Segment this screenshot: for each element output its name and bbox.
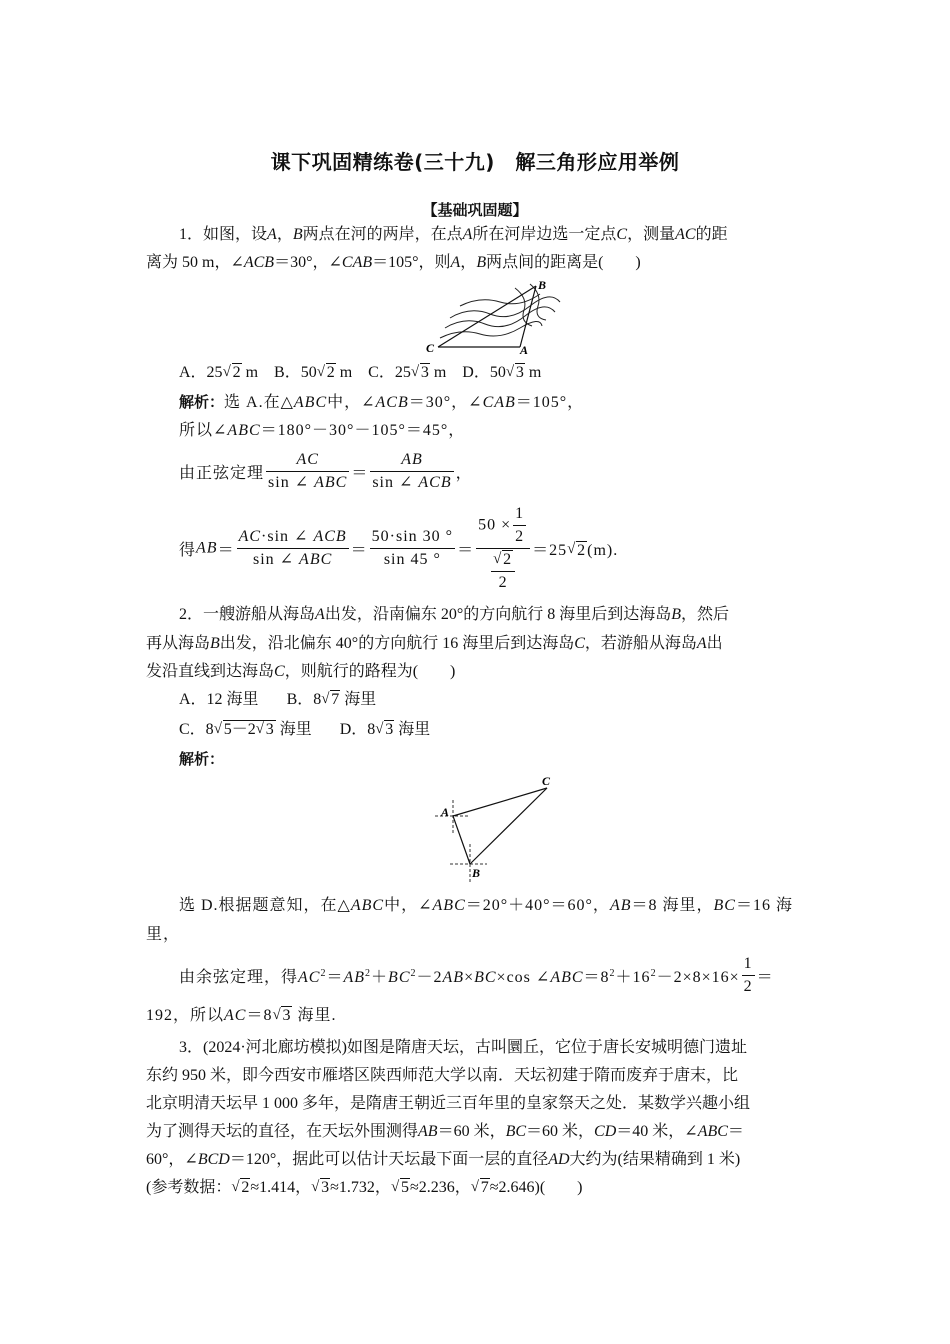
q1-option-c: C．25√ 3 m	[368, 364, 446, 381]
q1-option-d: D．50√ 3 m	[462, 364, 541, 381]
q1-fraction-5: 50 × $\frac{1}{2}$ √ $\frac{2}{2}$	[476, 503, 530, 594]
q2-option-d: D．8√ 3 海里	[340, 721, 431, 738]
q2-fig-label-a: A	[441, 805, 450, 819]
q2-options-cd	[179, 720, 430, 740]
q1-option-b: B．50√ 2 m	[274, 364, 352, 381]
page-title: 课下巩固精练卷(三十九) 解三角形应用举例	[270, 150, 680, 174]
q3-line-6: (参考数据：√ 2≈1.414，√ 3≈1.732，√ 5≈2.236，√ 7≈2.646)( )	[146, 1178, 583, 1198]
q1-result: 得AB＝ $\frac{\text{AC·sin ∠ ACB}}{\text{sin ∠ ABC}}$ ＝ $\frac{50\cdot\sin 30 ^\circ}{\sin 45 ^\circ}$ ＝ 50 × $\frac{1}{2}$ √ $\frac{2}{2}$ ＝25√ 2(m).	[179, 503, 618, 594]
q1-options	[179, 363, 541, 383]
q2-navigation-figure	[425, 772, 560, 890]
q1-river-figure	[420, 276, 570, 356]
q2-option-a: A．12 海里	[179, 691, 259, 708]
q2-half-fraction: $\frac{1}{2}$	[743, 955, 753, 995]
q1-fraction-3: $\frac{\text{AC·sin ∠ ACB}}{\text{sin ∠ ABC}}$	[238, 528, 347, 568]
q1-line-2: 离为 50 m，∠ACB＝30°，∠CAB＝105°，则A，B两点间的距离是( )	[146, 254, 641, 271]
q2-cosine-law: 由余弦定理，得$AC^2=AB^2+BC^2-2AB\times BC\times\cos$ $\angle ABC=8^2+16^2-2\times 8\times 16\times$ $\frac{1}{2}$ ＝	[179, 953, 774, 998]
q1-fraction-1: $\frac{AC}{\text{sin ∠ ABC}}$	[268, 451, 348, 491]
q2-solution-label: 解析：	[179, 750, 225, 768]
section-heading: 【基础巩固题】	[422, 201, 528, 219]
q2-option-b: B．8√ 7 海里	[287, 691, 377, 708]
q1-fraction-4: $\frac{50\cdot\sin 30 ^\circ}{\sin 45 ^\circ}$	[371, 528, 454, 568]
q2-fig-label-b: B	[472, 866, 481, 880]
q1-fig-label-c: C	[426, 341, 435, 355]
q2-solution-line-2: 里，	[146, 926, 181, 943]
q2-solution-line-4: 192，所以AC＝8√ 3 海里.	[146, 1006, 337, 1026]
q1-fig-label-b: B	[538, 278, 547, 292]
q2-solution-line-1: 选 D.根据题意知，在△ABC中，∠ABC＝20°＋40°＝60°，AB＝8 海里，BC＝16 海	[179, 897, 793, 914]
q2-option-c: C．8√ 5－2√ 3 海里	[179, 721, 312, 738]
q1-line-1: 1．如图，设A，B两点在河的两岸，在点A所在河岸边选一定点C，测量AC的距	[179, 226, 728, 243]
q3-line-1: 3．(2024·河北廊坊模拟)如图是隋唐天坛，古叫圜丘，它位于唐长安城明德门遗址	[179, 1039, 748, 1056]
q3-line-5: 60°，∠BCD＝120°，据此可以估计天坛最下面一层的直径AD大约为(结果精确到 1 米)	[146, 1151, 741, 1168]
q1-fraction-2: $\frac{AB}{\text{sin ∠ ACB}}$	[372, 451, 452, 491]
q2-line-3: 发沿直线到达海岛C，则航行的路程为( )	[146, 663, 456, 680]
q2-line-1: 2．一艘游船从海岛A出发，沿南偏东 20°的方向航行 8 海里后到达海岛B，然后	[179, 606, 730, 623]
q2-options-ab	[179, 690, 376, 710]
q1-solution-line-1: 解析：选 A.在△ABC中，∠ACB＝30°，∠CAB＝105°，	[179, 393, 585, 411]
q2-line-2: 再从海岛B出发，沿北偏东 40°的方向航行 16 海里后到达海岛C，若游船从海岛A出	[146, 635, 723, 652]
q3-line-4: 为了测得天坛的直径，在天坛外围测得AB＝60 米，BC＝60 米，CD＝40 米，∠ABC＝	[146, 1123, 744, 1140]
q1-option-a: A．25√ 2 m	[179, 364, 258, 381]
q1-solution-line-2: 所以∠ABC＝180°－30°－105°＝45°，	[179, 422, 466, 439]
q3-line-2: 东约 950 米，即今西安市雁塔区陕西师范大学以南．天坛初建于隋而废弃于唐末，比	[146, 1067, 739, 1084]
q2-fig-label-c: C	[542, 774, 551, 788]
q1-fig-label-a: A	[520, 343, 529, 356]
q1-sine-law: 由正弦定理 $\frac{AC}{\text{sin ∠ ABC}}$ ＝ $\frac{AB}{\text{sin ∠ ACB}}$ ，	[179, 449, 473, 494]
q3-line-3: 北京明清天坛早 1 000 多年，是隋唐王朝近三百年里的皇家祭天之处．某数学兴趣小组	[146, 1095, 751, 1112]
